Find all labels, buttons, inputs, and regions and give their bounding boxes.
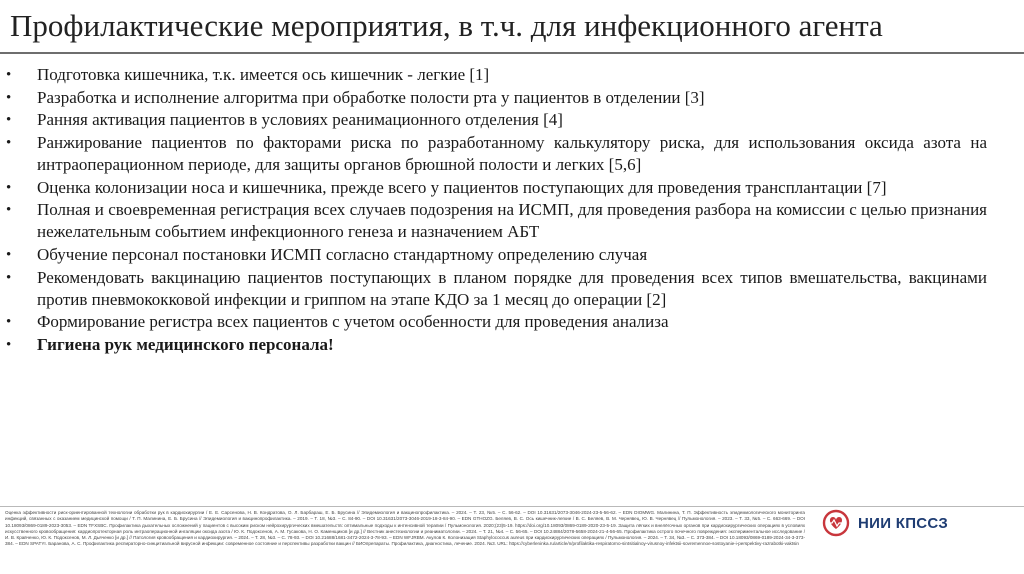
bullet-item — [0, 267, 1024, 311]
bullet-item — [0, 64, 1024, 86]
bullet-text: Полная и своевременная регистрация всех случаев подозрения на ИСМП, для проведения разбора на комиссии с целью признания нежелательным событием инфекционного генеза и назначением АБТ — [37, 200, 987, 242]
bullet-dot: • — [6, 112, 12, 129]
bullet-dot: • — [6, 202, 12, 219]
bullet-dot: • — [6, 89, 12, 106]
bullet-text: Обучение персонал постановки ИСМП согласно стандартному определению случая — [37, 244, 648, 264]
bullet-text: Ранжирование пациентов по факторами риска по разработанному калькулятору риска, для использования оксида азота на интраоперационном периоде, для защиты органов брюшной полости и легких [5,6] — [37, 132, 987, 174]
slide-title: Профилактические мероприятия, в т.ч. для инфекционного агента — [10, 8, 883, 43]
title-divider — [0, 52, 1024, 54]
bullet-item — [0, 311, 1024, 333]
bullet-item — [0, 87, 1024, 109]
bullet-text: Разработка и исполнение алгоритма при обработке полости рта у пациентов в отделении [3] — [37, 87, 705, 107]
bullet-item — [0, 334, 1024, 356]
heart-ring-icon — [818, 509, 854, 537]
bullet-text: Рекомендовать вакцинацию пациентов поступающих в планом порядке для проведения всех типов вмешательства, вакцинами против пневмококковой инфекции и гриппом на этапе КДО за 1 месяц до операции [2] — [37, 267, 987, 309]
bullet-dot: • — [6, 67, 12, 83]
bullet-dot: • — [6, 269, 12, 286]
bullet-text: Оценка колонизации носа и кишечника, прежде всего у пациентов поступающих для проведения трансплантации [7] — [37, 177, 887, 197]
bullet-text: Формирование регистра всех пациентов с учетом особенности для проведения анализа — [37, 312, 669, 332]
bullet-item — [0, 132, 1024, 176]
bullet-dot: • — [6, 246, 12, 263]
bullet-item — [0, 244, 1024, 266]
bullet-dot: • — [6, 336, 12, 353]
bullet-text: Подготовка кишечника, т.к. имеется ось кишечник - легкие [1] — [37, 65, 490, 84]
bullet-text: Ранняя активация пациентов в условиях реанимационного отделения [4] — [37, 110, 563, 130]
bullet-dot: • — [6, 134, 12, 151]
bullet-dot: • — [6, 179, 12, 196]
bullet-item — [0, 177, 1024, 199]
references-text: Оценка эффективности риск-ориентированной технологии обработки рук в кардиохирургии / Е. Е. Сарсенова, Н. В. Кондратова, О. Л. Барбараш, Е. Б. Брусина // Эпидемиология и вакцинопрофилактика. – 2024. – Т. 23, №5. – С. 56-62. – DOI 10.31631/2073-3046-2024-23-5-56-62. – EDN DIOMWG. Малинина, Т. П. Эффективность эпидемиологического мониторинга инфекций, связанных с оказанием медицинской помощи / Т. П. Малинина, Е. Б. Брусина // Эпидемиология и вакцинопрофилактика. – 2019. – Т. 18, №3. – С. 84-90. – DOI 10.31631/2073-3046-2019-18-3-84-90. – EDN GTHOZG. Беляев, В. С. Ось кишечник-легкие / В. С. Беляев, В. М. Чернявец, Ю. В. Чернявец // Пульмонология. – 2023. – Т. 33, №5. – С. 663-669. – DOI 10.18093/0869-0189-2023-3053. – EDN TFXSBC. Профилактика дыхательных осложнений у пациентов с высоким риском нейрохирургических вмешательств: оптимальные подходы к интенсивной терапии / Пульмонология. 2020;(23)5-19. https://doi.org/10.18093/0869-0189-2020-23-5-19. Защита лёгких и внелёгочных органов при кардиохирургических операциях в условиях искусственного кровообращения: кардиопротекторная роль интраоперационной ингаляции оксида азота / Ю. К. Подоксенов, А. М. Гусакова, Н. О. Каменщиков [и др.] // Вестник анестезиологии и реаниматологии. – 2024. – Т. 21, №4. – С. 56-65. – DOI 10.24884/2078-5658-2024-21-4-56-65. Профилактика острого почечного повреждения: экспериментальное исследование / И. В. Кравченко, Ю. К. Подоксенов, М. Л. Дьяченко [и др.] // Патология кровообращения и кардиохирургия. – 2024. – Т. 28, №3. – С. 78-93. – DOI 10.21688/1681-3472-2024-3-78-93. – EDN WFJRBM. Акулов К. Колонизация Staphylococcus aureus при кардиохирургических операциях / Пульмонология. – 2024. – Т. 34, №3. – С. 373-384. – DOI 10.18093/0869-0189-2024-34-3-373-384. – EDN SPATYI. Баранова, А. С. Профилактика респираторно-синцитиальной вирусной инфекции: современное состояние и перспективы разработки вакцин // БИОпрепараты. Профилактика, диагностика, лечение. 2024. №3. URL: https://cyberleninka.ru/article/n/profilaktika-respiratorno-sintsitialnoy-virusnoy-infektsii-sovremennoe-sostoyanie-i-perspektivy-razrabotki-vaktsin — [5, 510, 805, 547]
measures-list — [0, 64, 1024, 357]
bullet-dot: • — [6, 314, 12, 331]
logo-label: НИИ КПССЗ — [858, 515, 949, 532]
bullet-text: Гигиена рук медицинского персонала! — [37, 334, 334, 354]
institute-logo — [818, 509, 1023, 537]
bullet-item — [0, 199, 1024, 243]
bullet-item — [0, 109, 1024, 131]
footer-divider — [0, 506, 1024, 507]
